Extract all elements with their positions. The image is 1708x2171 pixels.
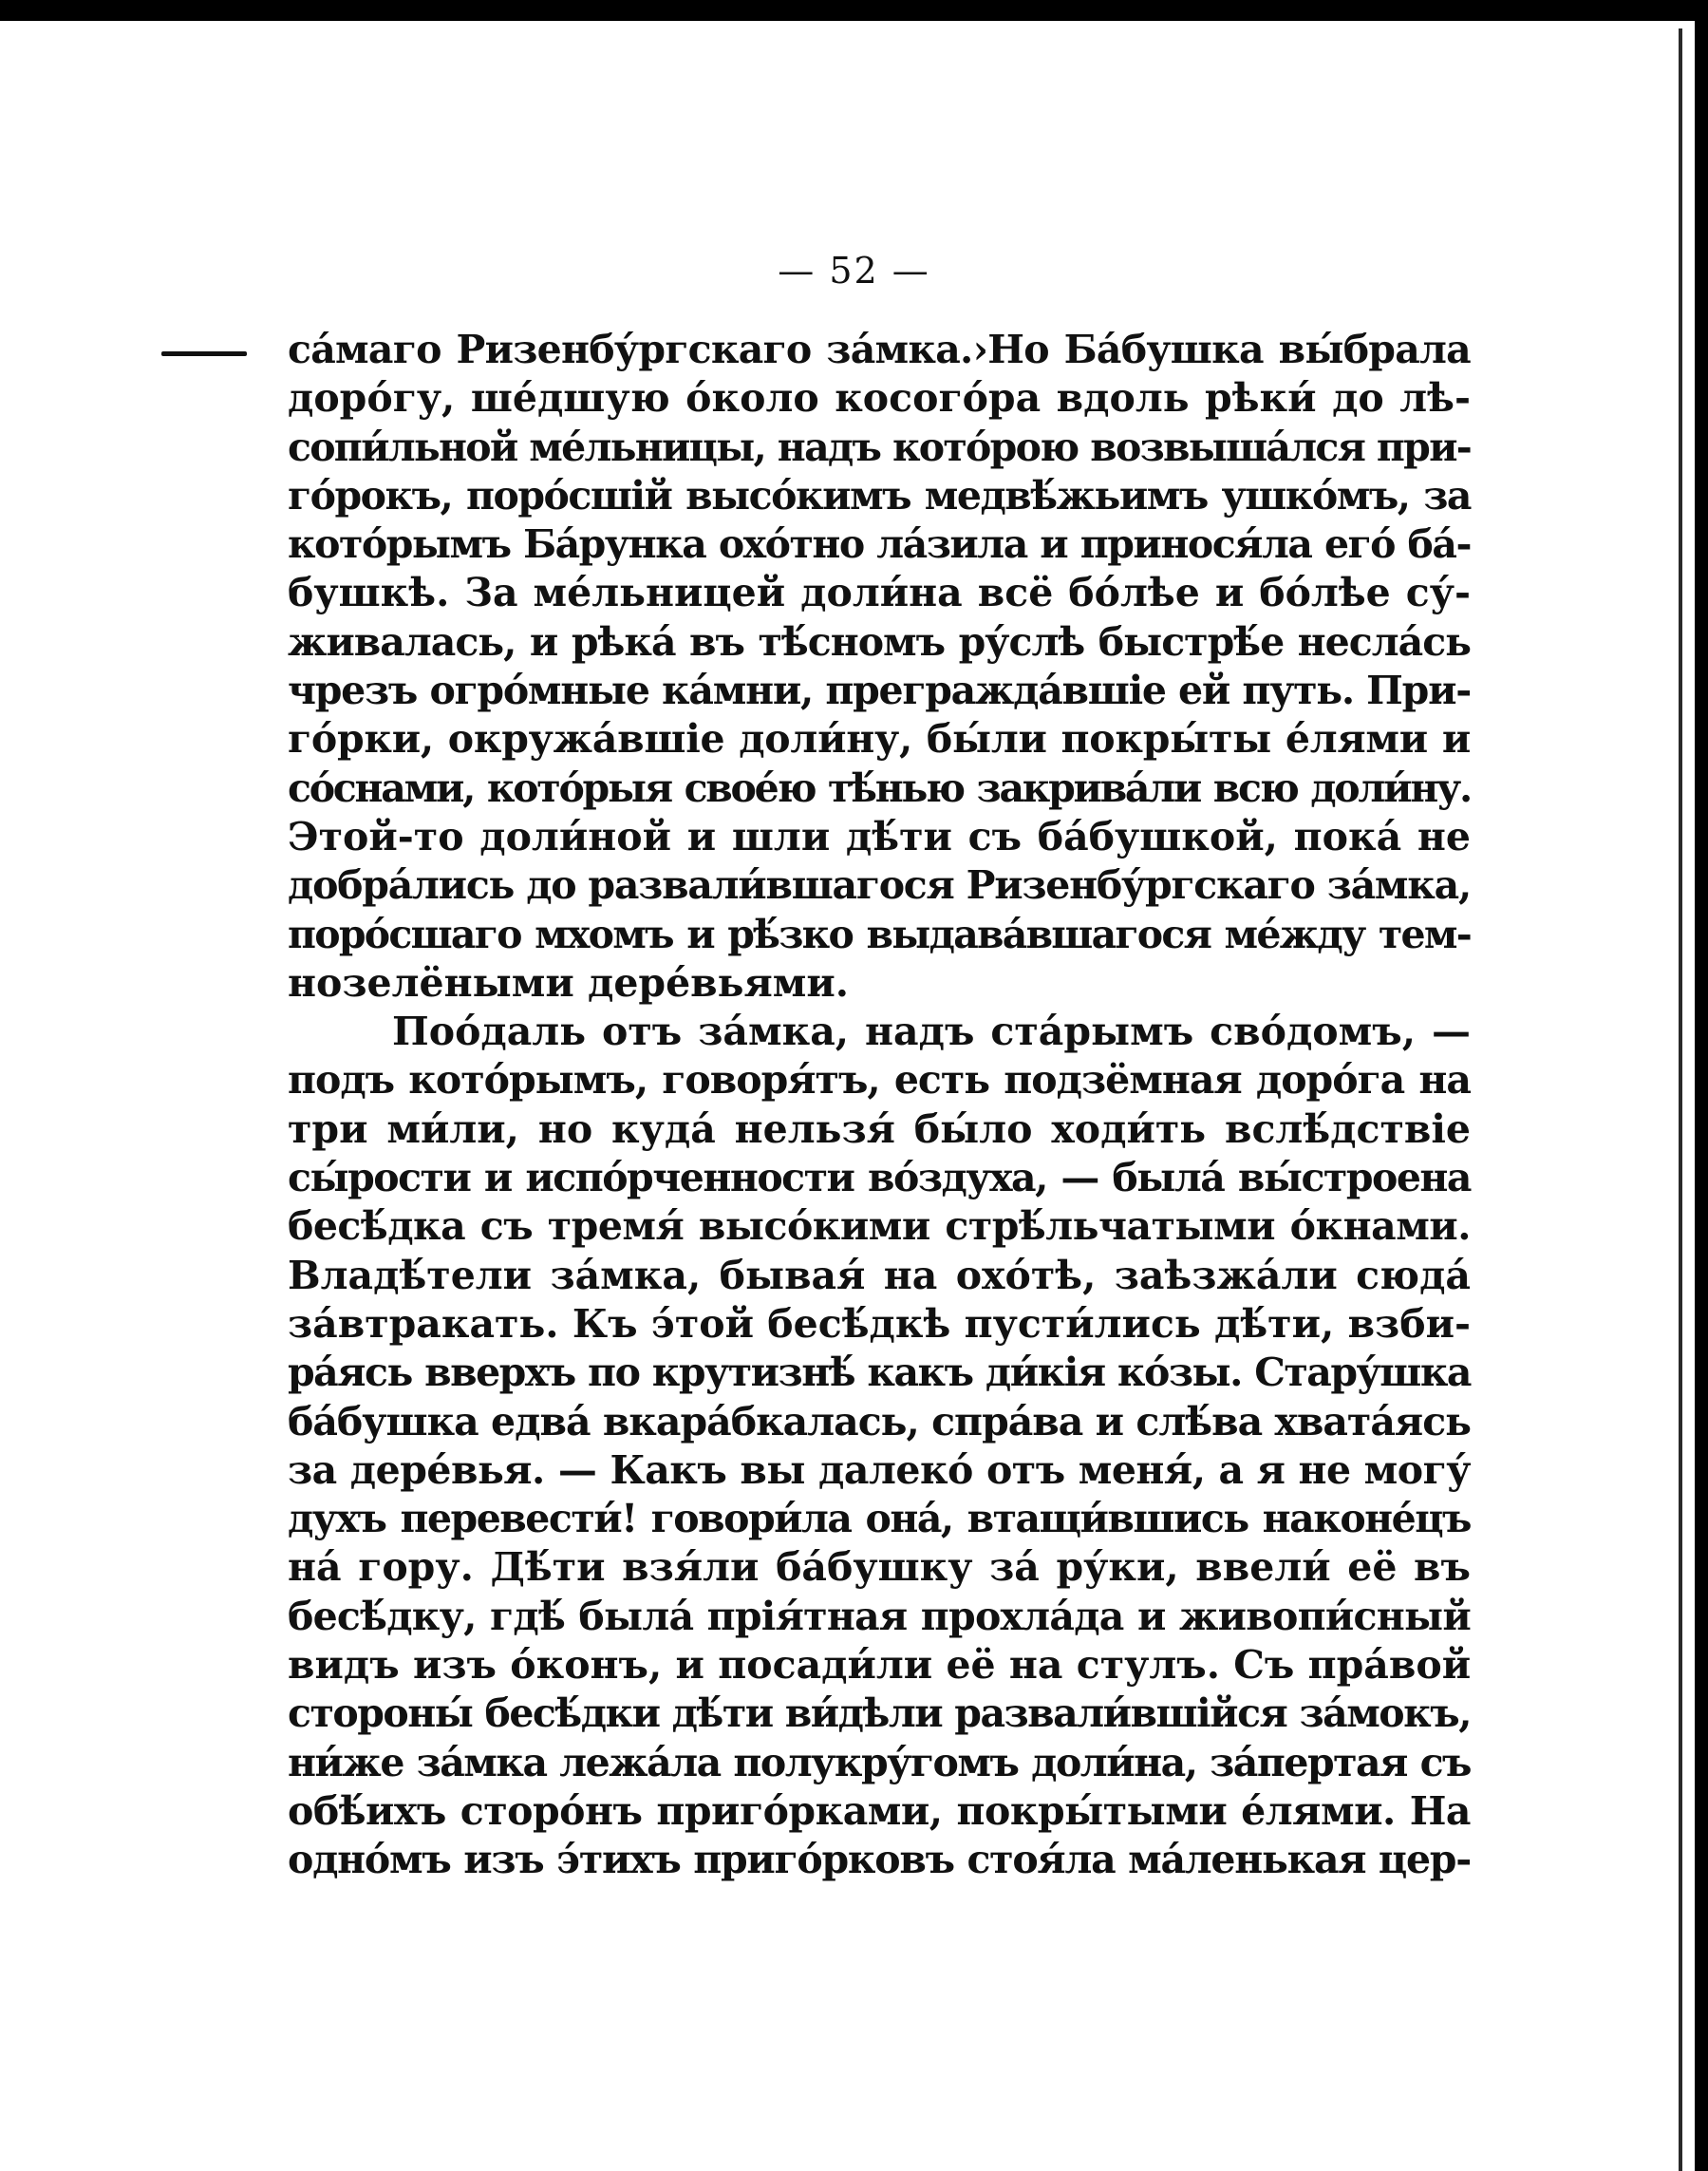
text-line: го́рки, окружа́вшіе доли́ну, бы́ли покры́ты е́лями и: [288, 716, 1471, 763]
text-line: живалась, и рѣка́ въ тѣ́сномъ ру́слѣ быстрѣ́е несла́сь: [288, 618, 1471, 665]
text-line: добра́лись до развали́вшагося Ризенбу́ргскаго за́мка,: [288, 862, 1471, 909]
text-line: сы́рости и испо́рченности во́здуха, — была́ вы́строена: [288, 1155, 1471, 1201]
text-line: за́втракать. Къ э́той бесѣ́дкѣ пусти́лись дѣ́ти, взби-: [288, 1300, 1471, 1347]
text-line: са́маго Ризенбу́ргскаго за́мка.›Но Ба́бушка вы́брала: [288, 327, 1471, 372]
text-line: ба́бушка едва́ вкара́бкалась, спра́ва и слѣ́ва хвата́ясь: [288, 1398, 1471, 1444]
text-line: видъ изъ о́конъ, и посади́ли её на стулъ. Съ пра́вой: [288, 1642, 1472, 1689]
text-line: одно́мъ изъ э́тихъ приго́рковъ стоя́ла ма́ленькая цер-: [288, 1837, 1471, 1883]
text-line: Владѣ́тели за́мка, бывая́ на охо́тѣ, заѣзжа́ли сюда́: [288, 1252, 1471, 1298]
scan-border-right: [1695, 0, 1708, 2171]
text-line: бушкѣ. За ме́льницей доли́на всё бо́лѣе и бо́лѣе су́-: [288, 570, 1471, 616]
text-line: стороны́ бесѣ́дки дѣ́ти ви́дѣли развали́вшійся за́мокъ,: [288, 1690, 1471, 1737]
text-line: доро́гу, ше́дшую о́коло косого́ра вдоль рѣки́ до лѣ-: [288, 375, 1471, 422]
text-line-paragraph-end: нозелёными дере́вьями.: [288, 959, 850, 1006]
text-line: ра́ясь вверхъ по крутизнѣ́ какъ ди́кія ко́зы. Стару́шка: [288, 1350, 1471, 1396]
body-text: [288, 326, 1471, 1885]
scan-edge-line: [1679, 28, 1682, 2171]
text-line: сопи́льной ме́льницы, надъ кото́рою возвыша́лся при-: [288, 424, 1471, 470]
text-line: на́ гору. Дѣ́ти взя́ли ба́бушку за́ ру́ки, ввели́ её въ: [288, 1544, 1471, 1591]
text-line: три ми́ли, но куда́ нельзя́ бы́ло ходи́ть вслѣ́дствіе: [288, 1105, 1471, 1152]
text-line: Этой-то доли́ной и шли дѣ́ти съ ба́бушкой, пока́ не: [288, 813, 1471, 859]
text-line: духъ перевести́! говори́ла она́, втащи́вшись наконе́цъ: [288, 1496, 1471, 1542]
text-line-paragraph-start: Поо́даль отъ за́мка, надъ ста́рымъ сво́домъ, —: [392, 1009, 1471, 1055]
page-number: — 52 —: [778, 250, 930, 292]
text-line: за дере́вья. — Какъ вы далеко́ отъ меня́, а я не могу́: [288, 1446, 1471, 1493]
text-line: чрезъ огро́мные ка́мни, прегражда́вшіе ей путь. При-: [288, 668, 1471, 714]
scan-border-top: [0, 0, 1708, 21]
text-line: поро́сшаго мхомъ и рѣ́зко выдава́вшагося ме́жду тем-: [288, 911, 1471, 957]
text-line: со́снами, кото́рыя свое́ю тѣ́нью закрива́ли всю доли́ну.: [288, 765, 1471, 811]
text-line: подъ кото́рымъ, говоря́тъ, есть подзёмная доро́га на: [288, 1057, 1471, 1104]
text-line: го́рокъ, поро́сшій высо́кимъ медвѣ́жьимъ ушко́мъ, за: [288, 472, 1471, 519]
text-line: ни́же за́мка лежа́ла полукру́гомъ доли́на, за́пертая съ: [288, 1739, 1471, 1785]
margin-dash-mark: [161, 351, 247, 356]
text-line: кото́рымъ Ба́рунка охо́тно ла́зила и принося́ла его́ ба́-: [288, 521, 1471, 568]
text-line: бесѣ́дку, гдѣ́ была́ прія́тная прохла́да и живопи́сный: [288, 1593, 1471, 1639]
text-line: обѣ́ихъ сторо́нъ приго́рками, покры́тыми е́лями. На: [288, 1787, 1471, 1834]
text-line: бесѣ́дка съ тремя́ высо́кими стрѣ́льчатыми о́кнами.: [288, 1203, 1471, 1250]
